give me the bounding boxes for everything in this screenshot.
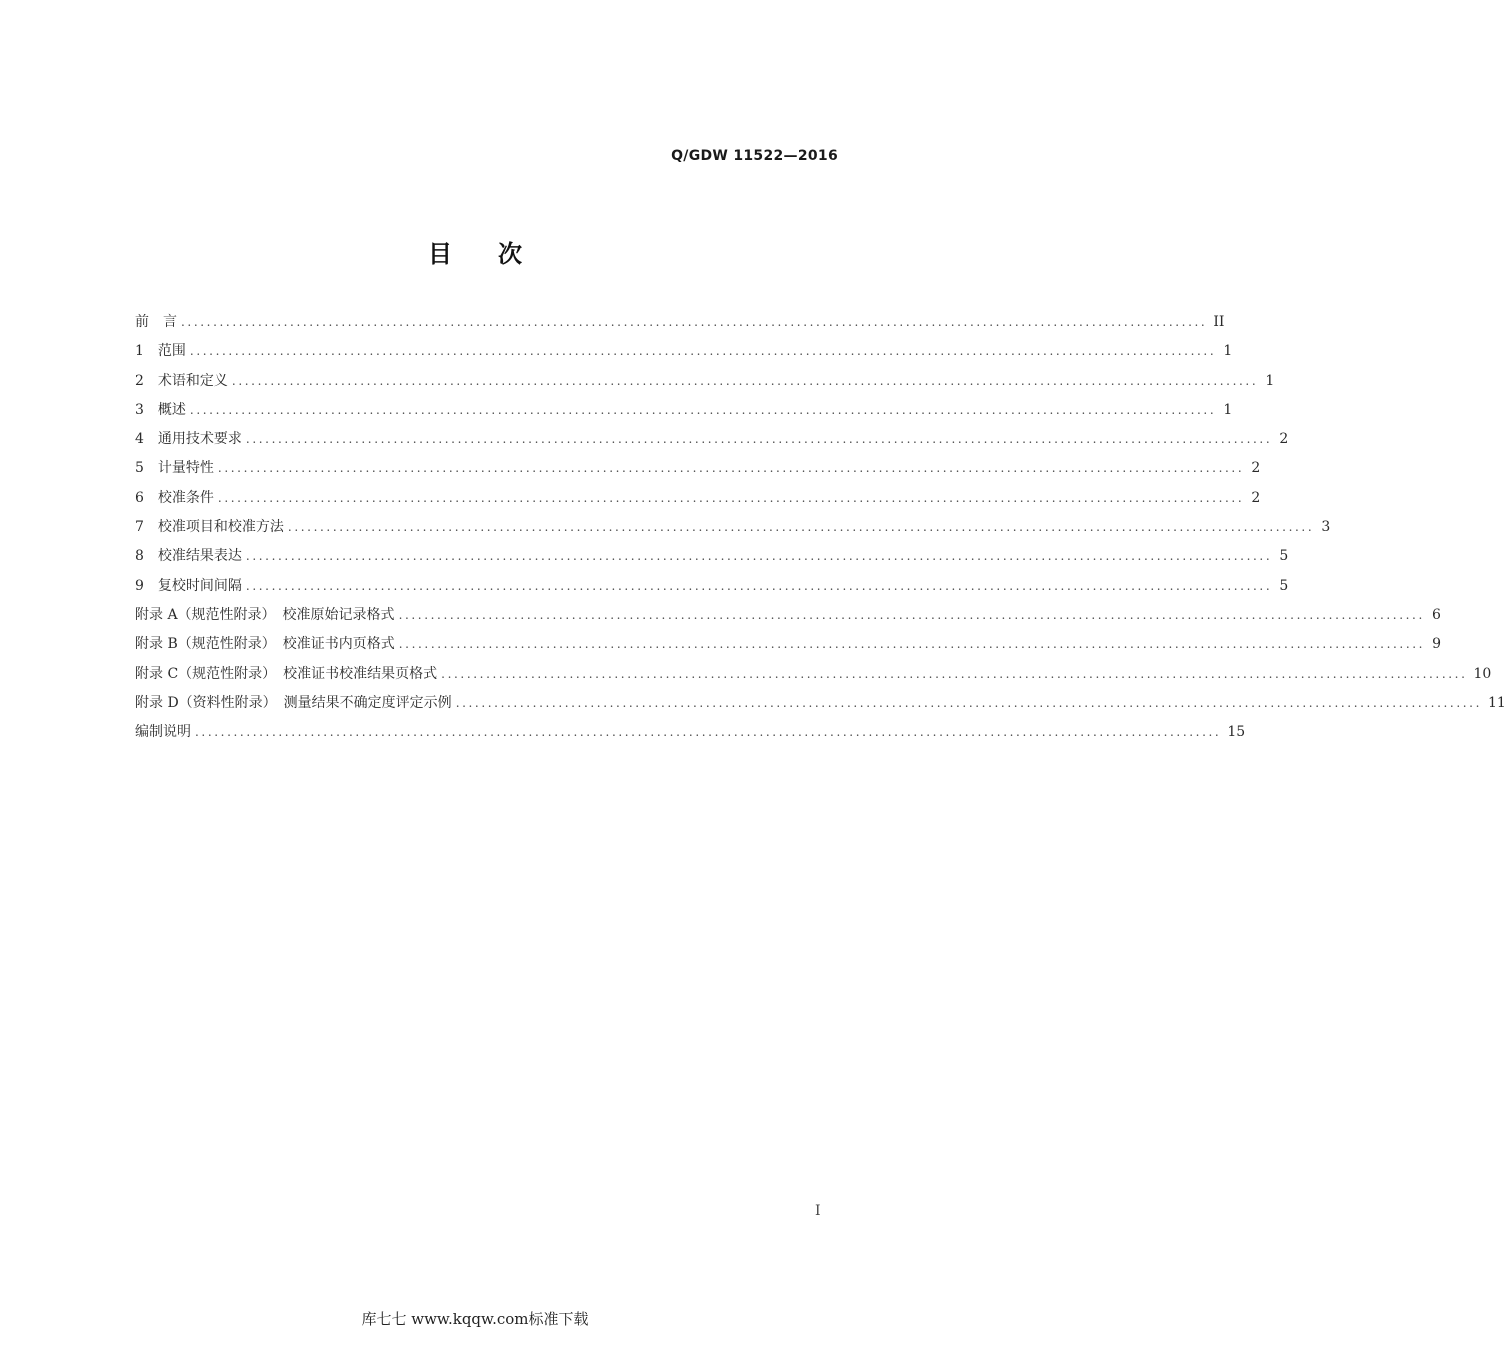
- toc-dot-leader: ................................................................................................................................................................: [217, 490, 1245, 505]
- toc-dot-leader: ................................................................................................................................................................: [217, 461, 1245, 476]
- toc-entry-recalibration-interval[interactable]: [135, 575, 1289, 604]
- toc-entry-calibration-items[interactable]: [135, 516, 1331, 545]
- toc-entry-label: 附录 C（规范性附录） 校准证书校准结果页格式: [135, 665, 438, 682]
- toc-entry-page: 1: [1223, 343, 1233, 360]
- toc-dot-leader: ................................................................................................................................................................: [398, 637, 1426, 652]
- toc-entry-page: 9: [1432, 636, 1442, 653]
- toc-entry-foreword[interactable]: [135, 311, 1225, 340]
- toc-dot-leader: ................................................................................................................................................................: [398, 607, 1425, 622]
- toc-entry-appendix-a[interactable]: [135, 604, 1441, 633]
- toc-entry-label: 编制说明: [135, 724, 191, 741]
- toc-entry-appendix-c[interactable]: [135, 663, 1492, 692]
- toc-entry-label: 7 校准项目和校准方法: [135, 519, 284, 536]
- toc-entry-label: 5 计量特性: [135, 460, 214, 477]
- toc-entry-label: 3 概述: [135, 401, 186, 418]
- toc-entry-overview[interactable]: [135, 399, 1233, 428]
- toc-entry-label: 9 复校时间间隔: [135, 577, 242, 594]
- document-code: Q/GDW 11522—2016: [671, 148, 838, 164]
- toc-entry-page: 6: [1431, 606, 1441, 623]
- toc-entry-page: 1: [1265, 372, 1275, 389]
- toc-entry-page: 11: [1488, 694, 1506, 711]
- toc-entry-label: 附录 A（规范性附录） 校准原始记录格式: [135, 606, 395, 623]
- toc-entry-page: 2: [1251, 460, 1261, 477]
- toc-dot-leader: ................................................................................................................................................................: [245, 578, 1273, 593]
- toc-entry-page: 5: [1279, 548, 1289, 565]
- toc-entry-page: 5: [1279, 577, 1289, 594]
- toc-entry-metrological-characteristics[interactable]: [135, 457, 1261, 486]
- toc-dot-leader: ................................................................................................................................................................: [441, 666, 1468, 681]
- toc-entry-label: 1 范围: [135, 343, 186, 360]
- page-title: 目次: [428, 240, 568, 268]
- table-of-contents: [135, 311, 1506, 750]
- toc-entry-label: 附录 B（规范性附录） 校准证书内页格式: [135, 636, 395, 653]
- toc-dot-leader: ................................................................................................................................................................: [245, 432, 1273, 447]
- toc-dot-leader: ................................................................................................................................................................: [195, 725, 1222, 740]
- toc-dot-leader: ................................................................................................................................................................: [189, 402, 1217, 417]
- toc-entry-label: 6 校准条件: [135, 489, 214, 506]
- toc-dot-leader: ................................................................................................................................................................: [455, 695, 1482, 710]
- toc-entry-page: 2: [1251, 489, 1261, 506]
- toc-entry-label: 前 言: [135, 314, 177, 330]
- toc-entry-label: 2 术语和定义: [135, 372, 228, 389]
- toc-entry-page: 1: [1223, 401, 1233, 418]
- toc-entry-page: II: [1213, 314, 1225, 330]
- toc-dot-leader: ................................................................................................................................................................: [245, 549, 1273, 564]
- toc-entry-label: 附录 D（资料性附录） 测量结果不确定度评定示例: [135, 694, 452, 711]
- toc-dot-leader: ................................................................................................................................................................: [231, 373, 1259, 388]
- toc-dot-leader: ................................................................................................................................................................: [189, 344, 1217, 359]
- toc-entry-scope[interactable]: [135, 340, 1233, 369]
- toc-entry-general-requirements[interactable]: [135, 428, 1289, 457]
- toc-entry-page: 15: [1227, 724, 1246, 741]
- toc-entry-label: 4 通用技术要求: [135, 431, 242, 448]
- toc-entry-page: 3: [1321, 519, 1331, 536]
- toc-entry-compilation-notes[interactable]: [135, 721, 1246, 750]
- toc-entry-page: 10: [1473, 665, 1492, 682]
- download-watermark: 库七七 www.kqqw.com标准下载: [361, 1310, 589, 1328]
- toc-entry-appendix-d[interactable]: [135, 692, 1506, 721]
- page-number: I: [815, 1203, 821, 1219]
- toc-entry-calibration-conditions[interactable]: [135, 487, 1261, 516]
- toc-entry-page: 2: [1279, 431, 1289, 448]
- toc-entry-result-expression[interactable]: [135, 545, 1289, 574]
- toc-dot-leader: ................................................................................................................................................................: [287, 520, 1315, 535]
- toc-entry-terms[interactable]: [135, 370, 1275, 399]
- toc-entry-appendix-b[interactable]: [135, 633, 1442, 662]
- toc-entry-label: 8 校准结果表达: [135, 548, 242, 565]
- toc-dot-leader: ................................................................................................................................................................: [181, 315, 1208, 329]
